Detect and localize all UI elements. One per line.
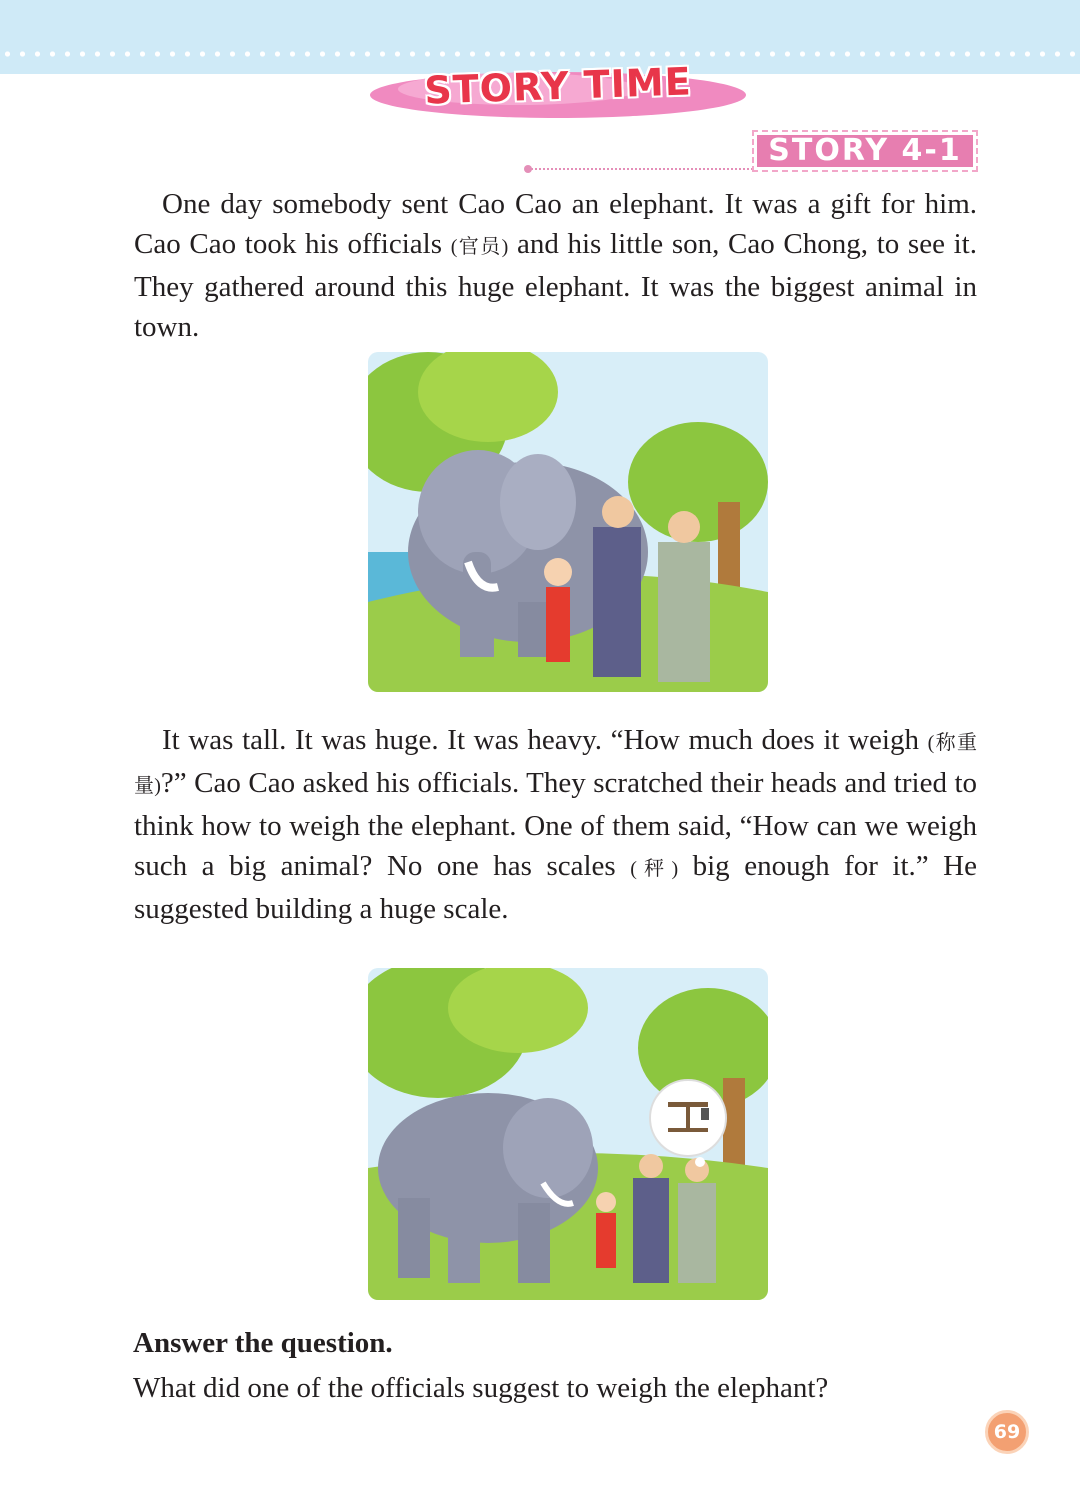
story-label-box <box>752 130 978 172</box>
story-label: STORY 4-1 <box>757 135 973 167</box>
illustration-scale-thought <box>368 968 768 1300</box>
story-paragraph-1 <box>134 184 977 347</box>
question-heading: Answer the question. <box>133 1327 393 1359</box>
paragraph-text: ?” Cao Cao asked his officials. They scratched their heads and tried to think how to weigh the elephant. One of them said, “How can we weigh such a big animal? No one has scales <box>134 767 977 882</box>
paragraph-text: It was tall. It was huge. It was heavy. “How much does it weigh <box>162 724 928 756</box>
chinese-gloss: (秤) <box>630 858 679 880</box>
illustration-elephant-officials <box>368 352 768 692</box>
story-time-banner <box>368 59 748 120</box>
paragraph-text: big enough for it.” He suggested building a huge scale. <box>134 850 977 925</box>
chinese-gloss: (官员) <box>450 236 509 258</box>
chinese-gloss: (称重量) <box>134 732 977 797</box>
story-paragraph-2 <box>134 720 977 929</box>
banner-title: STORY TIME <box>423 59 693 113</box>
decorative-dot-border <box>0 50 1080 58</box>
page-number-badge: 69 <box>985 1410 1029 1454</box>
paragraph-text: and his little son, Cao Chong, to see it. They gathered around this huge elephant. It was the biggest animal in town. <box>134 228 977 343</box>
story-dotted-line <box>528 168 753 170</box>
paragraph-text: One day somebody sent Cao Cao an elephant. It was a gift for him. Cao Cao took his officials <box>134 188 977 260</box>
question-text: What did one of the officials suggest to weigh the elephant? <box>133 1372 829 1404</box>
